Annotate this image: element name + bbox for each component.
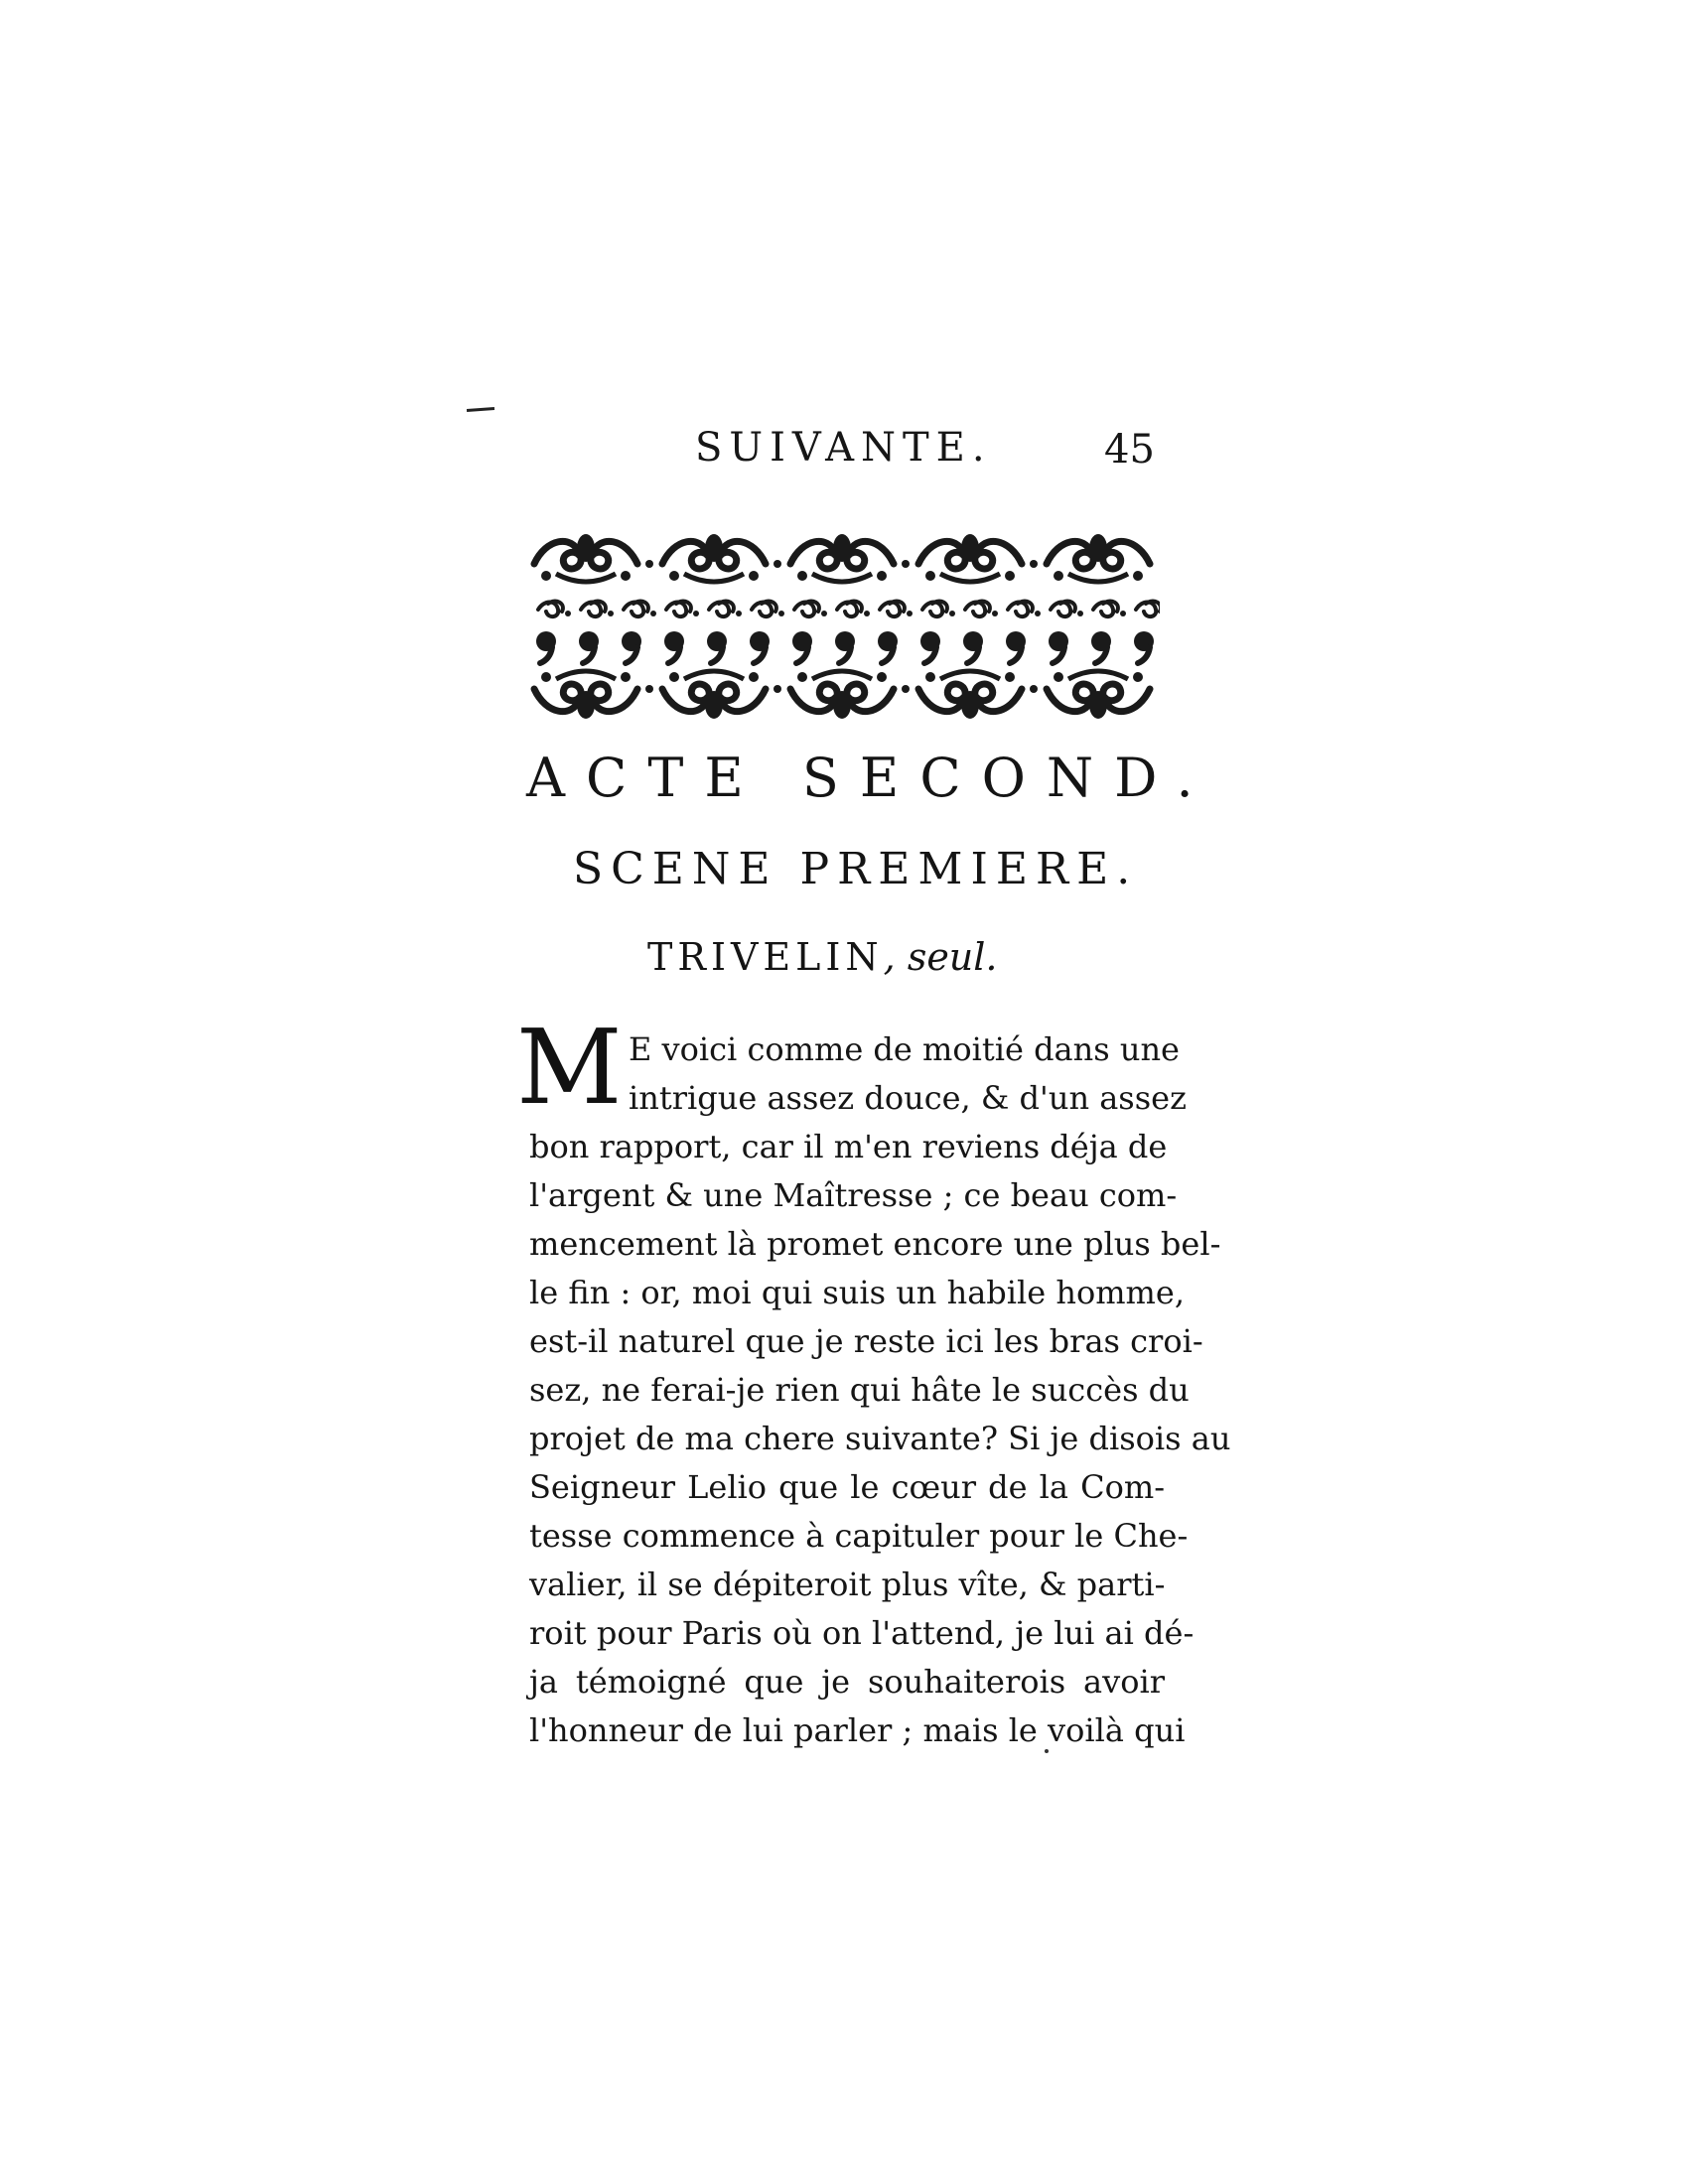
text-line: l'argent & une Maîtresse ; ce beau com- [529, 1176, 1178, 1214]
ornament-row-bottom [534, 671, 1150, 719]
margin-mark [467, 407, 494, 412]
speaker-name: TRIVELIN [647, 935, 884, 979]
text-line: roit pour Paris où on l'attend, je lui ai dé- [529, 1614, 1195, 1652]
speaker-heading [647, 935, 998, 979]
text-line: E voici comme de moitié dans une [629, 1030, 1180, 1068]
text-line: ja témoigné que je souhaiterois avoir [529, 1663, 1165, 1701]
ornament-band-icon [524, 528, 1160, 723]
text-line: valier, il se dépiteroit plus vîte, & parti- [529, 1566, 1166, 1603]
drop-cap: M [516, 1007, 623, 1128]
page-number: 45 [1104, 427, 1155, 473]
text-line: l'honneur de lui parler ; mais le voilà qui [529, 1711, 1186, 1749]
text-line: intrigue assez douce, & d'un assez [629, 1079, 1187, 1117]
text-line: tesse commence à capituler pour le Che- [529, 1517, 1189, 1555]
ink-speck [1045, 1749, 1049, 1753]
running-head: SUIVANTE. [695, 425, 992, 471]
ornament-row-drops [536, 631, 1154, 663]
text-line: mencement là promet encore une plus bel- [529, 1225, 1221, 1263]
scene-title: SCENE PREMIERE. [573, 844, 1139, 894]
text-line: Seigneur Lelio que le cœur de la Com- [529, 1468, 1165, 1506]
text-line: sez, ne ferai-je rien qui hâte le succès du [529, 1371, 1190, 1409]
ornament-row-knots [538, 602, 1160, 617]
text-line: projet de ma chere suivante? Si je disois au [529, 1420, 1231, 1457]
text-line: est-il naturel que je reste ici les bras croi- [529, 1322, 1203, 1360]
speaker-note: , seul. [883, 935, 998, 979]
ornament-row-top [534, 534, 1150, 582]
text-line: bon rapport, car il m'en reviens déja de [529, 1128, 1168, 1165]
act-title: ACTE SECOND. [526, 747, 1214, 809]
text-line: le fin : or, moi qui suis un habile homme, [529, 1274, 1185, 1311]
